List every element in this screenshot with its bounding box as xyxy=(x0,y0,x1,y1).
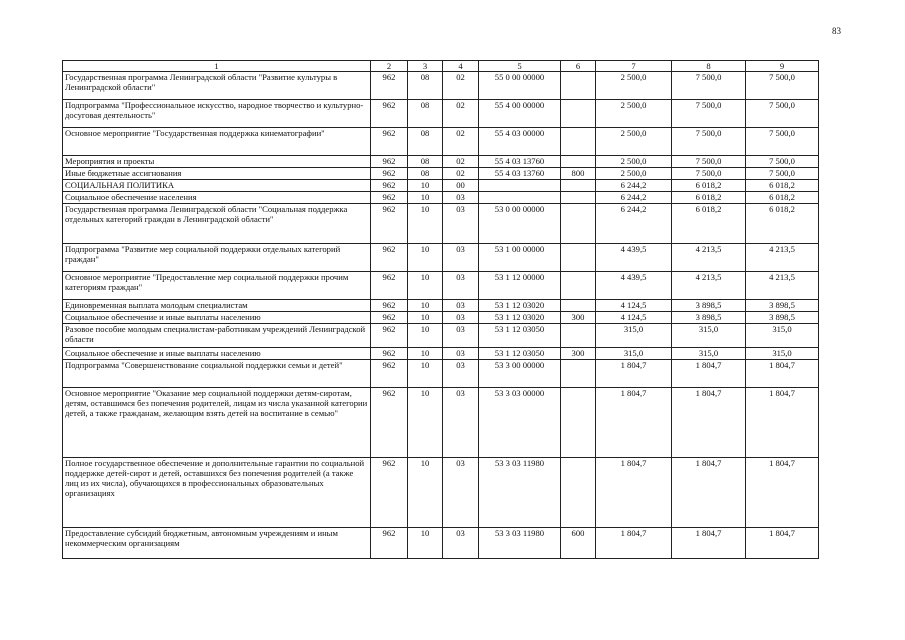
ministry-code: 962 xyxy=(371,528,408,559)
section-code: 10 xyxy=(408,312,443,324)
table-row xyxy=(63,72,819,100)
target-article-code: 53 1 00 00000 xyxy=(479,244,561,272)
table-row xyxy=(63,348,819,360)
section-code: 08 xyxy=(408,156,443,168)
expense-type-code: 800 xyxy=(561,168,596,180)
item-name: Основное мероприятие "Государственная поддержка кинематографии" xyxy=(63,128,371,156)
amount-col8: 1 804,7 xyxy=(672,360,746,388)
amount-col9: 315,0 xyxy=(746,324,819,348)
table-row xyxy=(63,204,819,244)
subsection-code: 03 xyxy=(443,388,479,458)
section-code: 10 xyxy=(408,348,443,360)
section-code: 08 xyxy=(408,72,443,100)
table-row xyxy=(63,300,819,312)
subsection-code: 03 xyxy=(443,348,479,360)
item-name: Социальное обеспечение и иные выплаты населению xyxy=(63,348,371,360)
section-code: 10 xyxy=(408,204,443,244)
target-article-code: 53 0 00 00000 xyxy=(479,204,561,244)
amount-col7: 1 804,7 xyxy=(596,458,672,528)
target-article-code: 53 1 12 03020 xyxy=(479,300,561,312)
amount-col7: 4 124,5 xyxy=(596,312,672,324)
section-code: 08 xyxy=(408,100,443,128)
amount-col8: 7 500,0 xyxy=(672,168,746,180)
table-row xyxy=(63,360,819,388)
ministry-code: 962 xyxy=(371,388,408,458)
ministry-code: 962 xyxy=(371,272,408,300)
target-article-code: 53 1 12 03050 xyxy=(479,324,561,348)
table-row xyxy=(63,180,819,192)
column-number: 5 xyxy=(479,61,561,72)
amount-col8: 7 500,0 xyxy=(672,128,746,156)
subsection-code: 02 xyxy=(443,72,479,100)
amount-col8: 4 213,5 xyxy=(672,272,746,300)
table-body xyxy=(63,72,819,559)
amount-col9: 3 898,5 xyxy=(746,312,819,324)
amount-col9: 315,0 xyxy=(746,348,819,360)
expense-type-code xyxy=(561,128,596,156)
ministry-code: 962 xyxy=(371,348,408,360)
subsection-code: 03 xyxy=(443,244,479,272)
item-name: Иные бюджетные ассигнования xyxy=(63,168,371,180)
target-article-code: 53 3 03 11980 xyxy=(479,458,561,528)
ministry-code: 962 xyxy=(371,100,408,128)
amount-col7: 4 439,5 xyxy=(596,272,672,300)
target-article-code: 53 1 12 03050 xyxy=(479,348,561,360)
section-code: 10 xyxy=(408,458,443,528)
amount-col8: 315,0 xyxy=(672,348,746,360)
amount-col8: 1 804,7 xyxy=(672,458,746,528)
target-article-code: 55 4 00 00000 xyxy=(479,100,561,128)
ministry-code: 962 xyxy=(371,360,408,388)
target-article-code: 55 4 03 00000 xyxy=(479,128,561,156)
column-number-row xyxy=(63,61,819,72)
subsection-code: 02 xyxy=(443,100,479,128)
item-name: Социальное обеспечение населения xyxy=(63,192,371,204)
item-name: Предоставление субсидий бюджетным, автономным учреждениям и иным некоммерческим организациям xyxy=(63,528,371,559)
amount-col7: 6 244,2 xyxy=(596,204,672,244)
table-row xyxy=(63,100,819,128)
amount-col8: 1 804,7 xyxy=(672,528,746,559)
section-code: 10 xyxy=(408,300,443,312)
item-name: Основное мероприятие "Оказание мер социальной поддержки детям-сиротам, детям, оставшимся без попечения родителей, лицам из числа указанной категории детей, а также гражданам, желающим взять детей на воспитание в семью" xyxy=(63,388,371,458)
target-article-code: 53 3 03 11980 xyxy=(479,528,561,559)
amount-col8: 3 898,5 xyxy=(672,312,746,324)
amount-col7: 4 124,5 xyxy=(596,300,672,312)
expense-type-code xyxy=(561,244,596,272)
amount-col8: 6 018,2 xyxy=(672,192,746,204)
column-number: 1 xyxy=(63,61,371,72)
amount-col7: 6 244,2 xyxy=(596,180,672,192)
subsection-code: 03 xyxy=(443,204,479,244)
column-number: 4 xyxy=(443,61,479,72)
item-name: Подпрограмма "Развитие мер социальной поддержки отдельных категорий граждан" xyxy=(63,244,371,272)
amount-col8: 315,0 xyxy=(672,324,746,348)
target-article-code xyxy=(479,192,561,204)
ministry-code: 962 xyxy=(371,72,408,100)
expense-type-code xyxy=(561,192,596,204)
amount-col9: 4 213,5 xyxy=(746,244,819,272)
ministry-code: 962 xyxy=(371,300,408,312)
amount-col7: 1 804,7 xyxy=(596,528,672,559)
amount-col7: 2 500,0 xyxy=(596,168,672,180)
expense-type-code xyxy=(561,458,596,528)
expense-type-code: 300 xyxy=(561,312,596,324)
section-code: 08 xyxy=(408,168,443,180)
amount-col9: 1 804,7 xyxy=(746,528,819,559)
amount-col9: 6 018,2 xyxy=(746,204,819,244)
target-article-code: 55 0 00 00000 xyxy=(479,72,561,100)
amount-col9: 1 804,7 xyxy=(746,458,819,528)
expense-type-code: 600 xyxy=(561,528,596,559)
ministry-code: 962 xyxy=(371,324,408,348)
subsection-code: 03 xyxy=(443,192,479,204)
item-name: Подпрограмма "Профессиональное искусство, народное творчество и культурно-досуговая деятельность" xyxy=(63,100,371,128)
amount-col7: 2 500,0 xyxy=(596,156,672,168)
subsection-code: 03 xyxy=(443,360,479,388)
amount-col9: 7 500,0 xyxy=(746,168,819,180)
target-article-code xyxy=(479,180,561,192)
item-name: Государственная программа Ленинградской области "Развитие культуры в Ленинградской области" xyxy=(63,72,371,100)
column-number: 2 xyxy=(371,61,408,72)
ministry-code: 962 xyxy=(371,128,408,156)
amount-col9: 1 804,7 xyxy=(746,360,819,388)
column-number: 9 xyxy=(746,61,819,72)
amount-col7: 1 804,7 xyxy=(596,360,672,388)
ministry-code: 962 xyxy=(371,458,408,528)
page-number: 83 xyxy=(832,26,841,36)
expense-type-code xyxy=(561,324,596,348)
item-name: Подпрограмма "Совершенствование социальной поддержки семьи и детей" xyxy=(63,360,371,388)
ministry-code: 962 xyxy=(371,168,408,180)
amount-col8: 7 500,0 xyxy=(672,156,746,168)
subsection-code: 03 xyxy=(443,324,479,348)
amount-col9: 7 500,0 xyxy=(746,100,819,128)
column-number: 3 xyxy=(408,61,443,72)
amount-col9: 1 804,7 xyxy=(746,388,819,458)
subsection-code: 02 xyxy=(443,168,479,180)
amount-col7: 2 500,0 xyxy=(596,100,672,128)
amount-col9: 6 018,2 xyxy=(746,180,819,192)
column-number: 8 xyxy=(672,61,746,72)
item-name: Единовременная выплата молодым специалистам xyxy=(63,300,371,312)
budget-table xyxy=(62,60,819,559)
amount-col7: 6 244,2 xyxy=(596,192,672,204)
section-code: 10 xyxy=(408,360,443,388)
table-row xyxy=(63,458,819,528)
table-row xyxy=(63,128,819,156)
table-row xyxy=(63,388,819,458)
subsection-code: 00 xyxy=(443,180,479,192)
column-number: 6 xyxy=(561,61,596,72)
section-code: 10 xyxy=(408,192,443,204)
amount-col9: 3 898,5 xyxy=(746,300,819,312)
amount-col7: 2 500,0 xyxy=(596,72,672,100)
amount-col9: 7 500,0 xyxy=(746,156,819,168)
amount-col7: 2 500,0 xyxy=(596,128,672,156)
column-number: 7 xyxy=(596,61,672,72)
section-code: 10 xyxy=(408,324,443,348)
section-code: 10 xyxy=(408,180,443,192)
subsection-code: 03 xyxy=(443,272,479,300)
target-article-code: 53 3 03 00000 xyxy=(479,388,561,458)
item-name: Государственная программа Ленинградской области "Социальная поддержка отдельных категорий граждан в Ленинградской области" xyxy=(63,204,371,244)
target-article-code: 53 1 12 00000 xyxy=(479,272,561,300)
table-row xyxy=(63,528,819,559)
item-name: Мероприятия и проекты xyxy=(63,156,371,168)
table-row xyxy=(63,168,819,180)
subsection-code: 03 xyxy=(443,528,479,559)
ministry-code: 962 xyxy=(371,156,408,168)
target-article-code: 55 4 03 13760 xyxy=(479,156,561,168)
expense-type-code: 300 xyxy=(561,348,596,360)
amount-col7: 4 439,5 xyxy=(596,244,672,272)
ministry-code: 962 xyxy=(371,312,408,324)
section-code: 10 xyxy=(408,528,443,559)
subsection-code: 03 xyxy=(443,458,479,528)
amount-col8: 4 213,5 xyxy=(672,244,746,272)
ministry-code: 962 xyxy=(371,192,408,204)
amount-col7: 315,0 xyxy=(596,324,672,348)
target-article-code: 53 3 00 00000 xyxy=(479,360,561,388)
table-row xyxy=(63,272,819,300)
item-name: Социальное обеспечение и иные выплаты населению xyxy=(63,312,371,324)
amount-col8: 6 018,2 xyxy=(672,180,746,192)
section-code: 10 xyxy=(408,244,443,272)
amount-col7: 1 804,7 xyxy=(596,388,672,458)
table-row xyxy=(63,324,819,348)
amount-col9: 7 500,0 xyxy=(746,72,819,100)
expense-type-code xyxy=(561,388,596,458)
subsection-code: 03 xyxy=(443,300,479,312)
item-name: Полное государственное обеспечение и дополнительные гарантии по социальной поддержке детей-сирот и детей, оставшихся без попечения родителей (а также лиц из их числа), обучающихся в профессиональных образовательных организациях xyxy=(63,458,371,528)
subsection-code: 03 xyxy=(443,312,479,324)
expense-type-code xyxy=(561,72,596,100)
table-row xyxy=(63,312,819,324)
section-code: 10 xyxy=(408,388,443,458)
amount-col7: 315,0 xyxy=(596,348,672,360)
table-row xyxy=(63,156,819,168)
amount-col8: 7 500,0 xyxy=(672,72,746,100)
item-name: СОЦИАЛЬНАЯ ПОЛИТИКА xyxy=(63,180,371,192)
amount-col8: 1 804,7 xyxy=(672,388,746,458)
ministry-code: 962 xyxy=(371,204,408,244)
amount-col8: 3 898,5 xyxy=(672,300,746,312)
expense-type-code xyxy=(561,180,596,192)
section-code: 10 xyxy=(408,272,443,300)
amount-col9: 7 500,0 xyxy=(746,128,819,156)
expense-type-code xyxy=(561,300,596,312)
expense-type-code xyxy=(561,204,596,244)
expense-type-code xyxy=(561,360,596,388)
item-name: Основное мероприятие "Предоставление мер социальной поддержки прочим категориям граждан" xyxy=(63,272,371,300)
ministry-code: 962 xyxy=(371,180,408,192)
ministry-code: 962 xyxy=(371,244,408,272)
table-row xyxy=(63,192,819,204)
target-article-code: 55 4 03 13760 xyxy=(479,168,561,180)
expense-type-code xyxy=(561,156,596,168)
target-article-code: 53 1 12 03020 xyxy=(479,312,561,324)
item-name: Разовое пособие молодым специалистам-работникам учреждений Ленинградской области xyxy=(63,324,371,348)
section-code: 08 xyxy=(408,128,443,156)
subsection-code: 02 xyxy=(443,156,479,168)
subsection-code: 02 xyxy=(443,128,479,156)
amount-col8: 7 500,0 xyxy=(672,100,746,128)
expense-type-code xyxy=(561,272,596,300)
table-row xyxy=(63,244,819,272)
amount-col9: 6 018,2 xyxy=(746,192,819,204)
expense-type-code xyxy=(561,100,596,128)
amount-col8: 6 018,2 xyxy=(672,204,746,244)
amount-col9: 4 213,5 xyxy=(746,272,819,300)
